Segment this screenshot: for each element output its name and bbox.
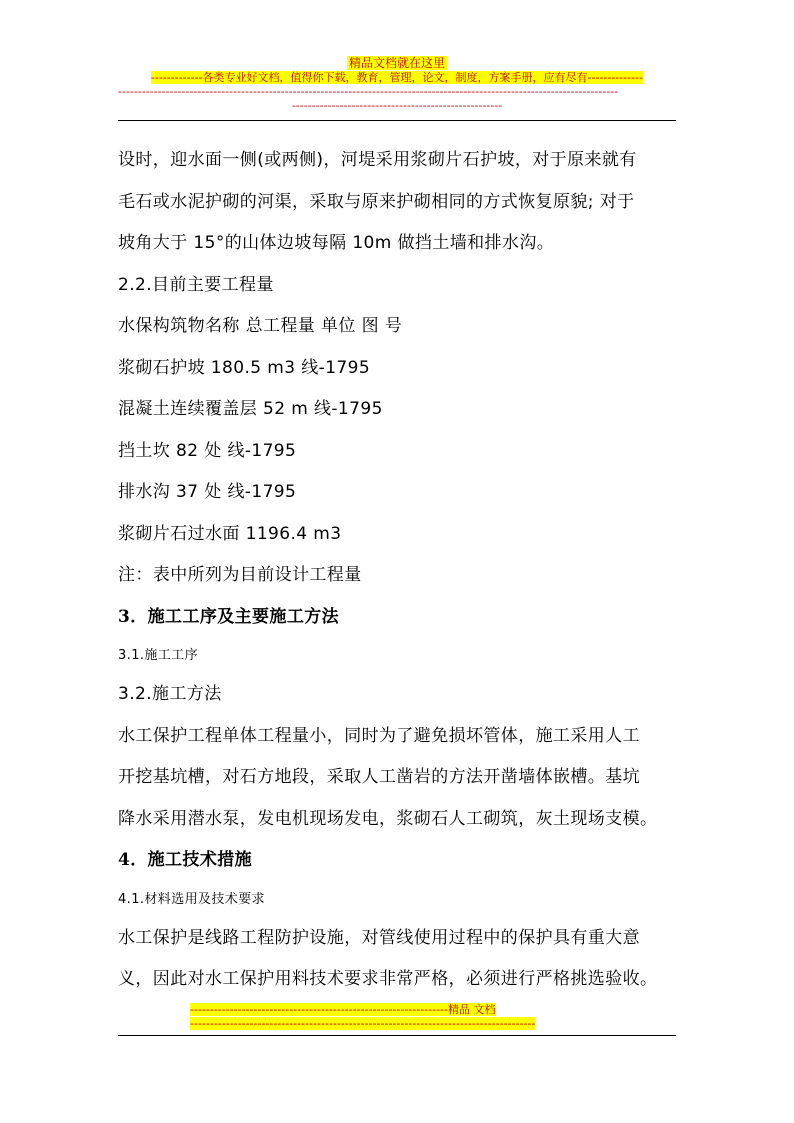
paragraph-line: 水工保护工程单体工程量小，同时为了避免损坏管体，施工采用人工 (118, 725, 640, 746)
table-row-line: 排水沟 37 处 线-1795 (118, 482, 297, 502)
paragraph-line: 义，因此对水工保护用料技术要求非常严格，必须进行严格挑选验收。 (118, 969, 658, 989)
footer-dash-text: --------------------------------------------------------------------------------------- (190, 1017, 536, 1030)
footer-line (190, 1003, 604, 1017)
paragraph-line: 水工保护是线路工程防护设施，对管线使用过程中的保护具有重大意 (118, 927, 640, 948)
header-dash-line-short: ----------------------------------------------------- (291, 99, 503, 112)
paragraph-line: 毛石或水泥护砌的河渠，采取与原来护砌相同的方式恢复原貌; 对于 (118, 191, 635, 212)
header-title-text: 精品文档就在这里 (348, 56, 445, 70)
page-header (118, 56, 676, 113)
subsection-heading-4-1: 4.1.材料选用及技术要求 (118, 891, 266, 907)
table-row-line: 浆砌石护坡 180.5 m3 线-1795 (118, 357, 371, 378)
footer-line-text: -----------------------------------------------------------------精品 文档 (190, 1003, 496, 1016)
page-footer (190, 1003, 604, 1031)
paragraph-line: 开挖基坑槽，对石方地段，采取人工凿岩的方法开凿墙体嵌槽。基坑 (118, 767, 640, 787)
header-tagline (118, 71, 676, 85)
document-body (118, 140, 678, 1001)
table-row-line: 挡土坎 82 处 线-1795 (118, 440, 297, 461)
header-dash-line: ------------------------------------------------------------------------------------------------------------------------------ (118, 85, 619, 98)
table-row-line: 浆砌片石过水面 1196.4 m3 (118, 523, 342, 544)
table-row-line: 混凝土连续覆盖层 52 m 线-1795 (118, 399, 383, 419)
paragraph-line: 设时，迎水面一侧(或两侧)，河堤采用浆砌片石护坡，对于原来就有 (118, 150, 637, 170)
table-header-line: 水保构筑物名称 总工程量 单位 图 号 (118, 316, 403, 336)
paragraph-line: 降水采用潜水泵，发电机现场发电，浆砌石人工砌筑，灰土现场支模。 (118, 808, 658, 829)
subsection-heading-3-2: 3.2.施工方法 (118, 684, 222, 704)
header-rule (118, 120, 676, 121)
paragraph-line: 坡角大于 15°的山体边坡每隔 10m 做挡土墙和排水沟。 (118, 233, 555, 253)
section-heading-2-2: 2.2.目前主要工程量 (118, 274, 274, 295)
footer-rule (118, 1035, 676, 1036)
subsection-heading-3-1: 3.1.施工工序 (118, 648, 199, 663)
note-line: 注：表中所列为目前设计工程量 (118, 565, 362, 585)
header-tagline-text: -------------各类专业好文档，值得你下载，教育，管理，论文，制度，方案手册，应有尽有-------------- (150, 71, 644, 84)
section-heading-4: 4．施工技术措施 (118, 850, 253, 870)
footer-dash-line (190, 1017, 604, 1031)
header-title (118, 56, 676, 71)
section-heading-3: 3．施工工序及主要施工方法 (118, 606, 340, 627)
